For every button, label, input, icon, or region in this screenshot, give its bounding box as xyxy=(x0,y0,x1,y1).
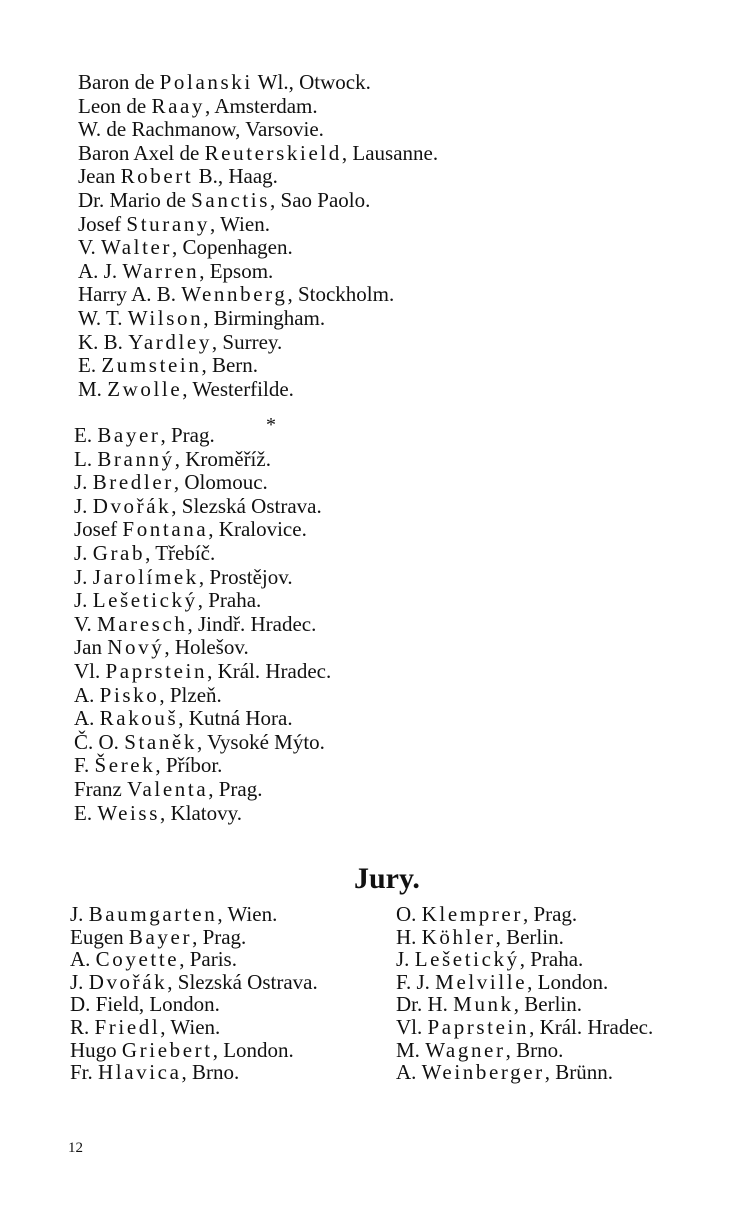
entry-surname: Raay xyxy=(151,93,206,118)
list-entry xyxy=(396,903,653,926)
entry-prefix: Dr. Mario de xyxy=(78,187,192,212)
entry-surname: Melville xyxy=(435,969,528,994)
entry-suffix: , Kroměříž. xyxy=(174,446,271,471)
entry-prefix: J. xyxy=(70,969,89,994)
entry-prefix: Č. O. xyxy=(74,729,125,754)
entry-prefix: Jean xyxy=(78,164,121,189)
list-entry xyxy=(396,1016,653,1039)
entry-prefix: F. xyxy=(74,753,95,778)
entry-prefix: V. xyxy=(74,611,97,636)
entry-suffix: , Birmingham. xyxy=(203,305,326,330)
entry-surname: Valenta xyxy=(127,776,209,801)
list-entry xyxy=(74,542,331,566)
entry-surname: Dvořák xyxy=(88,969,168,994)
entry-surname: Bayer xyxy=(128,924,193,949)
entry-suffix: , Praha. xyxy=(197,588,262,613)
page-number: 12 xyxy=(68,1140,83,1156)
entry-suffix: , Plzeň. xyxy=(159,682,222,707)
list-entry xyxy=(396,993,653,1016)
list-entry xyxy=(74,731,331,755)
entry-prefix: E. xyxy=(74,800,98,825)
member-list-domestic xyxy=(74,424,331,825)
list-entry xyxy=(74,707,331,731)
entry-surname: Warren xyxy=(122,258,200,283)
entry-suffix: , Brno. xyxy=(181,1060,240,1085)
entry-suffix: , Brünn. xyxy=(544,1060,613,1085)
entry-surname: Lešetický xyxy=(414,947,520,972)
list-entry xyxy=(74,495,331,519)
entry-surname: Šerek xyxy=(94,753,156,778)
entry-prefix: J. xyxy=(74,470,93,495)
list-entry xyxy=(70,903,318,926)
list-entry xyxy=(74,778,331,802)
entry-suffix: , Berlin. xyxy=(513,992,582,1017)
entry-surname: Lešetický xyxy=(92,588,198,613)
section-separator: * xyxy=(266,414,276,436)
entry-surname: Friedl xyxy=(94,1014,161,1039)
entry-prefix: Franz xyxy=(74,776,128,801)
entry-suffix: , Paris. xyxy=(179,947,237,972)
entry-prefix: Hugo xyxy=(70,1037,122,1062)
jury-list-right xyxy=(396,903,653,1084)
list-entry xyxy=(74,636,331,660)
list-entry xyxy=(74,589,331,613)
entry-surname: Sturany xyxy=(126,211,210,236)
entry-surname: Coyette xyxy=(95,947,180,972)
list-entry xyxy=(70,948,318,971)
entry-prefix: F. J. xyxy=(396,969,436,994)
entry-suffix: , Olomouc. xyxy=(173,470,268,495)
entry-surname: Maresch xyxy=(96,611,188,636)
entry-prefix: H. xyxy=(396,924,422,949)
entry-surname: Pisko xyxy=(99,682,160,707)
entry-prefix: Dr. H. xyxy=(396,992,454,1017)
entry-suffix: , Lausanne. xyxy=(341,140,439,165)
entry-surname: Köhler xyxy=(421,924,496,949)
entry-surname: Paprstein xyxy=(105,658,208,683)
entry-suffix: , Stockholm. xyxy=(287,282,395,307)
entry-surname: Klemprer xyxy=(421,902,523,926)
list-entry xyxy=(78,118,438,142)
entry-surname: Zumstein xyxy=(101,353,202,378)
entry-surname: Wilson xyxy=(127,305,204,330)
list-entry xyxy=(74,754,331,778)
entry-suffix: , Wien. xyxy=(209,211,270,236)
jury-heading: Jury. xyxy=(354,862,420,895)
entry-surname: Griebert xyxy=(121,1037,213,1062)
list-entry xyxy=(78,307,438,331)
entry-prefix: O. xyxy=(396,902,422,926)
entry-suffix: , Prag. xyxy=(522,902,578,926)
entry-suffix: , Sao Paolo. xyxy=(270,187,371,212)
entry-suffix: , Berlin. xyxy=(495,924,564,949)
entry-surname: Robert xyxy=(120,164,194,189)
entry-prefix: Vl. xyxy=(74,658,106,683)
entry-surname: Grab xyxy=(92,540,146,565)
entry-suffix: , Wien. xyxy=(160,1014,221,1039)
list-entry xyxy=(74,802,331,826)
entry-suffix: W. de Rachmanow, Varsovie. xyxy=(78,117,324,142)
entry-surname: Wagner xyxy=(425,1037,506,1062)
entry-prefix: A. xyxy=(396,1060,422,1085)
entry-suffix: , London. xyxy=(527,969,609,994)
entry-prefix: Leon de xyxy=(78,93,152,118)
entry-surname: Yardley xyxy=(128,329,212,354)
entry-suffix: , Slezská Ostrava. xyxy=(167,969,318,994)
entry-suffix: , Král. Hradec. xyxy=(207,658,332,683)
list-entry xyxy=(78,142,438,166)
list-entry xyxy=(78,95,438,119)
entry-prefix: J. xyxy=(70,902,89,926)
entry-suffix: , Prag. xyxy=(208,776,263,801)
entry-surname: Sanctis xyxy=(191,187,271,212)
entry-surname: Munk xyxy=(453,992,514,1017)
entry-suffix: , Copenhagen. xyxy=(172,235,293,260)
entry-suffix: B., Haag. xyxy=(193,164,278,189)
list-entry xyxy=(70,1061,318,1084)
entry-suffix: , Epsom. xyxy=(199,258,274,283)
entry-surname: Rakouš xyxy=(99,706,179,731)
entry-prefix: E. xyxy=(74,423,98,447)
list-entry xyxy=(396,948,653,971)
list-entry xyxy=(396,971,653,994)
entry-surname: Bredler xyxy=(92,470,174,495)
entry-surname: Polanski xyxy=(159,70,253,94)
entry-prefix: Vl. xyxy=(396,1014,428,1039)
list-entry xyxy=(74,518,331,542)
list-entry xyxy=(74,424,331,448)
member-list-foreign xyxy=(78,71,438,401)
entry-suffix: , Prag. xyxy=(192,924,247,949)
entry-surname: Weinberger xyxy=(421,1060,545,1085)
entry-prefix: A. xyxy=(74,682,100,707)
list-entry xyxy=(396,1061,653,1084)
entry-prefix: Josef xyxy=(78,211,127,236)
entry-suffix: Wl., Otwock. xyxy=(252,70,371,94)
list-entry xyxy=(78,189,438,213)
list-entry xyxy=(74,448,331,472)
list-entry xyxy=(78,378,438,402)
list-entry xyxy=(74,613,331,637)
entry-surname: Hlavica xyxy=(98,1060,182,1085)
list-entry xyxy=(70,971,318,994)
entry-surname: Jarolímek xyxy=(92,564,199,589)
list-entry xyxy=(74,660,331,684)
list-entry xyxy=(78,71,438,95)
list-entry xyxy=(70,993,318,1016)
entry-surname: Weiss xyxy=(97,800,160,825)
list-entry xyxy=(70,1039,318,1062)
entry-suffix: , Král. Hradec. xyxy=(529,1014,654,1039)
list-entry xyxy=(78,165,438,189)
entry-suffix: , Kutná Hora. xyxy=(178,706,293,731)
entry-prefix: R. xyxy=(70,1014,95,1039)
entry-surname: Zwolle xyxy=(107,376,183,401)
entry-suffix: , Wien. xyxy=(217,902,278,926)
entry-prefix: Baron de xyxy=(78,70,160,94)
entry-prefix: W. T. xyxy=(78,305,128,330)
entry-prefix: J. xyxy=(396,947,415,972)
entry-surname: Staněk xyxy=(124,729,197,754)
entry-surname: Reuterskield xyxy=(204,140,342,165)
entry-surname: Baumgarten xyxy=(88,902,218,926)
entry-prefix: Jan xyxy=(74,635,108,660)
list-entry xyxy=(78,260,438,284)
entry-surname: Wennberg xyxy=(181,282,288,307)
list-entry xyxy=(396,926,653,949)
list-entry xyxy=(70,926,318,949)
entry-prefix: A. J. xyxy=(78,258,123,283)
entry-prefix: Eugen xyxy=(70,924,129,949)
list-entry xyxy=(74,684,331,708)
entry-suffix: , Příbor. xyxy=(155,753,223,778)
entry-prefix: Fr. xyxy=(70,1060,99,1085)
entry-prefix: E. xyxy=(78,353,102,378)
entry-prefix: Josef xyxy=(74,517,123,542)
jury-list-left xyxy=(70,903,318,1084)
entry-surname: Nový xyxy=(107,635,165,660)
entry-surname: Bayer xyxy=(97,423,161,447)
entry-prefix: A. xyxy=(74,706,100,731)
entry-suffix: , Holešov. xyxy=(164,635,249,660)
entry-suffix: , Vysoké Mýto. xyxy=(196,729,325,754)
list-entry xyxy=(70,1016,318,1039)
list-entry xyxy=(78,236,438,260)
entry-suffix: , Surrey. xyxy=(211,329,283,354)
entry-surname: Branný xyxy=(97,446,175,471)
entry-suffix: , Bern. xyxy=(201,353,259,378)
list-entry xyxy=(74,471,331,495)
entry-prefix: Baron Axel de xyxy=(78,140,205,165)
entry-prefix: J. xyxy=(74,540,93,565)
entry-surname: Fontana xyxy=(122,517,209,542)
list-entry xyxy=(74,566,331,590)
entry-suffix: , Slezská Ostrava. xyxy=(171,493,322,518)
entry-suffix: , Praha. xyxy=(519,947,584,972)
entry-suffix: , Prag. xyxy=(160,423,215,447)
entry-surname: Dvořák xyxy=(92,493,172,518)
entry-suffix: , London. xyxy=(212,1037,294,1062)
entry-prefix: J. xyxy=(74,588,93,613)
list-entry xyxy=(396,1039,653,1062)
list-entry xyxy=(78,213,438,237)
entry-prefix: J. xyxy=(74,493,93,518)
entry-suffix: D. Field, London. xyxy=(70,992,220,1017)
entry-suffix: , Kralovice. xyxy=(208,517,307,542)
entry-prefix: Harry A. B. xyxy=(78,282,182,307)
entry-prefix: M. xyxy=(78,376,108,401)
list-entry xyxy=(78,331,438,355)
entry-suffix: , Třebíč. xyxy=(145,540,216,565)
entry-prefix: J. xyxy=(74,564,93,589)
list-entry xyxy=(78,283,438,307)
entry-suffix: , Brno. xyxy=(505,1037,564,1062)
entry-surname: Paprstein xyxy=(427,1014,530,1039)
entry-prefix: L. xyxy=(74,446,98,471)
list-entry xyxy=(78,354,438,378)
entry-prefix: K. B. xyxy=(78,329,129,354)
entry-suffix: , Westerfilde. xyxy=(182,376,294,401)
entry-prefix: V. xyxy=(78,235,101,260)
entry-prefix: M. xyxy=(396,1037,426,1062)
entry-suffix: , Prostějov. xyxy=(198,564,293,589)
entry-suffix: , Klatovy. xyxy=(159,800,243,825)
entry-suffix: , Jindř. Hradec. xyxy=(187,611,317,636)
entry-surname: Walter xyxy=(100,235,173,260)
entry-prefix: A. xyxy=(70,947,96,972)
entry-suffix: , Amsterdam. xyxy=(205,93,318,118)
